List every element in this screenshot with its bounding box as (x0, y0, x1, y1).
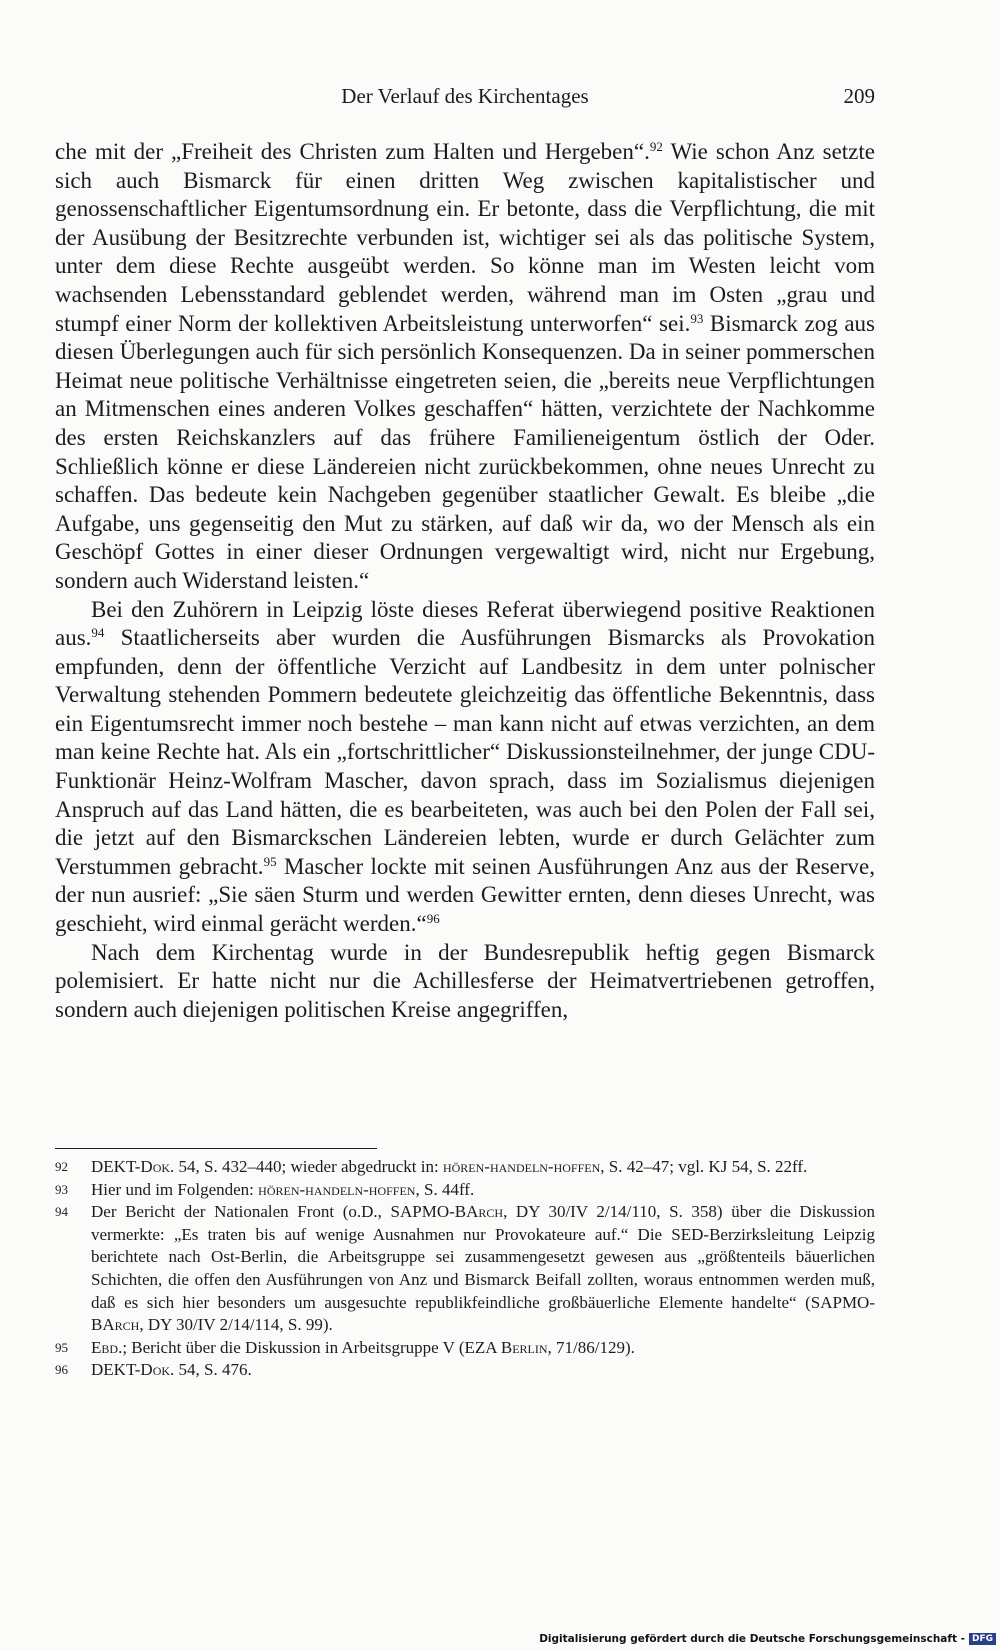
text-run: E (91, 1337, 102, 1357)
text-run: ok (152, 1157, 171, 1176)
text-run: DEKT-D (91, 1157, 153, 1176)
main-text (55, 138, 875, 1024)
footnotes (55, 1156, 875, 1382)
footnote-number: 92 (55, 1159, 68, 1174)
text-run: , S. 44ff. (415, 1179, 475, 1199)
text-run: Bismarck zog aus diesen Überlegungen auch für sich persönlich Konsequenzen. Da in seiner pommerschen Heimat neue politische Verhältnisse eingetreten seien, die „bereits neue Verpflichtungen an Mitmenschen eines anderen Volkes geschaffen“ hätten, verzichtete der Nachkomme des ersten Reichskanzlers auf das frühere Familieneigentum östlich der Oder. Schließlich könne er diese Ländereien nicht zurückbekommen, ohne neues Unrecht zu schaffen. Das bedeute kein Nachgeben gegenüber staatlicher Gewalt. Es bleibe „die Aufgabe, uns gegenseitig den Mut zu stärken, auf daß wir da, wo der Mensch als ein Geschöpf Gottes in einer dieser Ordnungen vergewaltigt wird, nicht nur Ergebung, sondern auch Widerstand leisten.“ (55, 310, 875, 593)
footnote-93 (55, 1179, 875, 1202)
running-title: Der Verlauf des Kirchentages (341, 84, 589, 108)
text-run: bd (101, 1337, 119, 1357)
paragraph-3: Nach dem Kirchentag wurde in der Bundesrepublik heftig gegen Bismarck polemisiert. Er hatte nicht nur die Achillesferse der Heimatvertriebenen getroffen, sondern auch diejenigen politischen Kreise angegriffen, (55, 939, 875, 1022)
digitization-credit (539, 1630, 996, 1648)
text-run: Staatlicherseits aber wurden die Ausführungen Bismarcks als Provokation empfunden, denn der öffentliche Verzicht auf Landbesitz in dem unter polnischer Verwaltung stehenden Pommern bedeutete gleichzeitig das öffentliche Bekenntnis, dass ein Eigentumsrecht immer noch bestehe – man kann nicht auf etwas verzichten, an dem man keine Rechte hat. Als ein „fortschrittlicher“ Diskussionsteilnehmer, der junge CDU-Funktionär Heinz-Wolfram Mascher, davon sprach, dass im Sozialismus diejenigen Anspruch auf das Land hätten, die es bearbeiteten, was auch bei den Polen der Fall sei, die jetzt auf den Bismarckschen Ländereien lebten, wurde er durch Gelächter zum Verstummen gebracht. (55, 625, 875, 879)
text-run: Bei den Zuhörern in Leipzig löste dieses Referat überwiegend positive Reaktionen aus. (55, 596, 875, 651)
text-run: , DY 30/IV 2/14/114, S. 99). (139, 1315, 333, 1335)
footnote-94 (55, 1201, 875, 1337)
footnote-divider (55, 1148, 377, 1149)
dfg-logo: DFG (969, 1633, 996, 1645)
footnote-ref-94[interactable]: 94 (91, 625, 105, 641)
paragraph-1 (55, 138, 875, 596)
text-run: hören-handeln-hoffen (258, 1179, 416, 1199)
footnote-number: 95 (55, 1339, 68, 1355)
text-run: Der Bericht der Nationalen Front (o.D., SAPMO-BA (91, 1202, 479, 1222)
footnote-96 (55, 1359, 875, 1382)
text-run: ok (152, 1360, 171, 1380)
text-run: erlin (512, 1337, 548, 1357)
text-run: hören-handeln-hoffen (442, 1157, 601, 1176)
text-run: DEKT-D (91, 1360, 153, 1380)
text-run: Mascher lockte mit seinen Ausführungen Anz aus der Reserve, der nun ausrief: „Sie säen Sturm und werden Gewitter ernten, denn dieses Unrecht, was geschieht, wird einmal gerächt werden.“ (55, 853, 875, 937)
footnote-ref-93[interactable]: 93 (690, 310, 704, 326)
text-run: Wie schon Anz setzte sich auch Bismarck für einen dritten Weg zwischen kapitalistischer und genossenschaftlicher Eigentumsordnung ein. Er betonte, dass die Verpflichtung, die mit der Ausübung der Besitzrechte verbunden ist, wichtiger sei als das politische System, unter dem diese Rechte ausgeübt werden. So könne man im Westen leicht vom wachsenden Lebensstandard geblendet werden, während man im Osten „grau und stumpf einer Norm der kollektiven Arbeitsleistung unterworfen“ sei. (55, 139, 875, 336)
footnote-92 (55, 1156, 875, 1179)
text-run: Hier und im Folgenden: (91, 1179, 259, 1199)
page-number: 209 (843, 84, 875, 108)
text-run: rch (114, 1315, 140, 1335)
text-run: , 71/86/129). (547, 1337, 635, 1357)
footnote-ref-96[interactable]: 96 (426, 911, 440, 927)
footnote-number: 94 (55, 1204, 68, 1220)
text-run: rch (478, 1202, 504, 1222)
text-run: , DY 30/IV 2/14/110, S. 358) über die Diskussion vermerkte: „Es traten bis auf wenige Ausnahmen nur Provokateure auf.“ Die SED-Berzirksleitung Leipzig berichtete nach Ost-Berlin, die Arbeitsgruppe sei zusammengesetzt gewesen aus „größtenteils bäuerlichen Schichten, die offen den Ausführungen von Anz und Bismarck Beifall zollten, woraus entnommen werden muß, daß es sich hier besonders um ausgesuchte republikfeindliche großbäuerliche Elemente handelte“ (SAPMO-BA (91, 1202, 875, 1335)
text-run: . 54, S. 476. (170, 1360, 252, 1380)
credit-text: Digitalisierung gefördert durch die Deutsche Forschungsgemeinschaft - (539, 1633, 965, 1645)
footnote-number: 96 (55, 1362, 68, 1378)
running-head (55, 84, 875, 114)
footnote-number: 93 (55, 1181, 68, 1197)
text-run: . 54, S. 432–440; wieder abgedruckt in: (170, 1157, 443, 1176)
footnote-ref-95[interactable]: 95 (263, 853, 277, 869)
text-run: .; Bericht über die Diskussion in Arbeitsgruppe V (EZA B (118, 1337, 513, 1357)
paragraph-2 (55, 596, 875, 939)
text-run: , S. 42–47; vgl. KJ 54, S. 22ff. (600, 1157, 808, 1176)
footnote-95 (55, 1337, 875, 1360)
footnote-ref-92[interactable]: 92 (649, 139, 663, 154)
text-run: che mit der „Freiheit des Christen zum Halten und Hergeben“. (55, 139, 650, 164)
